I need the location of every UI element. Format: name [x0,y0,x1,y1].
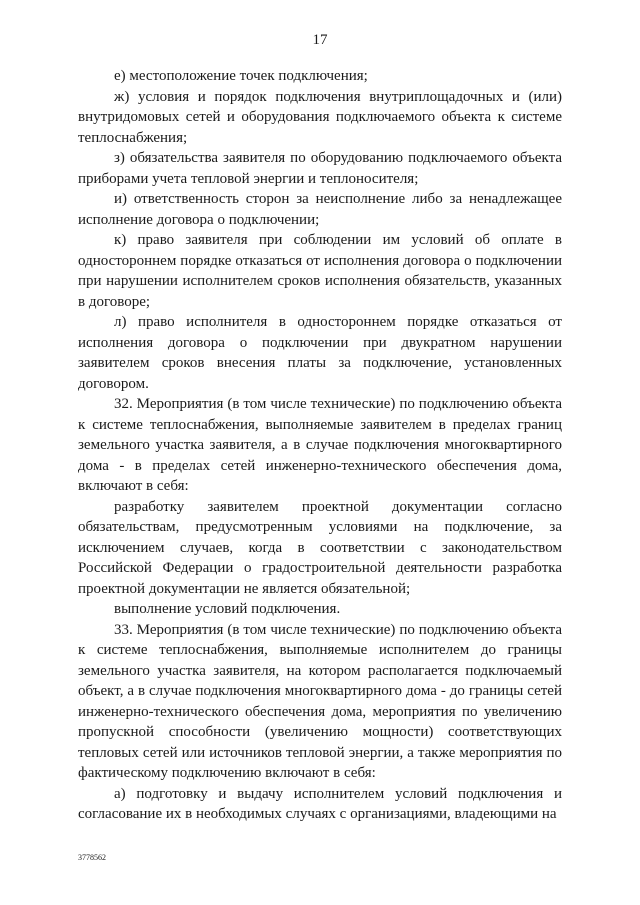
paragraph-fulfil-conditions: выполнение условий подключения. [114,601,341,617]
paragraph-item-l: л) право исполнителя в одностороннем порядке отказаться от исполнения договора о подключении при двукратном нарушении заявителем сроков внесения платы за подключение, установленных договором. [78,314,562,392]
paragraph-item-z: з) обязательства заявителя по оборудованию подключаемого объекта приборами учета тепловой энергии и теплоносителя; [78,150,562,187]
document-footer-code: 3778562 [78,853,106,862]
paragraph-clause-33: 33. Мероприятия (в том числе технические) по подключению объекта к системе теплоснабжения, выполняемые исполнителем до границы земельного участка заявителя, на котором располагается подключаемый объект, а в случае подключения многоквартирного дома - до границы сетей инженерно-технического обеспечения дома, мероприятия по увеличению пропускной способности (увеличению мощности) соответствующих тепловых сетей или источников тепловой энергии, а также мероприятия по фактическому подключению включают в себя: [78,621,562,781]
paragraph-item-i: и) ответственность сторон за неисполнение либо за ненадлежащее исполнение договора о подключении; [78,191,562,228]
paragraph-project-documentation: разработку заявителем проектной документации согласно обязательствам, предусмотренным условиями на подключение, за исключением случаев, когда в соответствии с законодательством Российской Федерации о градостроительной деятельности разработка проектной документации не является обязательной; [78,498,562,597]
document-body [78,66,562,825]
paragraph-item-k: к) право заявителя при соблюдении им условий об оплате в одностороннем порядке отказаться от исполнения договора о подключении при нарушении исполнителем сроков исполнения обязательств, указанных в договоре; [78,232,562,310]
paragraph-item-zh: ж) условия и порядок подключения внутриплощадочных и (или) внутридомовых сетей и оборудования подключаемого объекта к системе теплоснабжения; [78,88,562,146]
page-number: 17 [312,32,328,48]
paragraph-item-a: а) подготовку и выдачу исполнителем условий подключения и согласование их в необходимых случаях с организациями, владеющими на [78,785,562,822]
paragraph-item-e: е) местоположение точек подключения; [114,68,368,84]
paragraph-clause-32: 32. Мероприятия (в том числе технические) по подключению объекта к системе теплоснабжения, выполняемые заявителем в пределах границ земельного участка заявителя, а в случае подключения многоквартирного дома - в пределах сетей инженерно-технического обеспечения дома, включают в себя: [78,396,562,494]
